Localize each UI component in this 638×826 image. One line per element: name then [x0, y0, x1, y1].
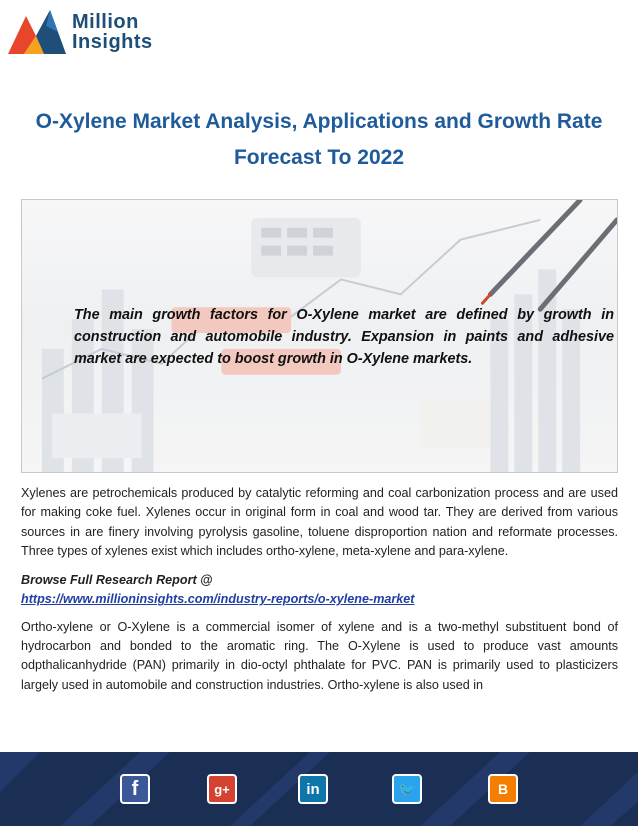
- blogger-icon[interactable]: B: [488, 774, 518, 804]
- logo-mark-icon: [6, 6, 68, 58]
- article-body: [21, 484, 618, 705]
- logo: [6, 6, 166, 58]
- brand-line-2: Insights: [72, 31, 153, 53]
- footer: [0, 752, 638, 826]
- page-title: O-Xylene Market Analysis, Applications and Growth Rate Forecast To 2022: [35, 110, 603, 169]
- social-links: [0, 774, 638, 806]
- browse-block: [21, 571, 618, 610]
- linkedin-icon[interactable]: in: [298, 774, 328, 804]
- paragraph-intro: Xylenes are petrochemicals produced by catalytic reforming and coal carbonization process and are used for making coke fuel. Xylenes occur in original form in coal and wood tar. They are derived from various sources in are finery involving pyrolysis gasoline, toluene disproportion nation and reformate processes. Three types of xylenes exist which includes ortho-xylene, meta-xylene and para-xylene.: [21, 486, 618, 558]
- brand-name: [72, 12, 153, 52]
- hero-image: [21, 199, 618, 473]
- brand-line-1: Million: [72, 11, 139, 33]
- google-plus-icon[interactable]: g+: [207, 774, 237, 804]
- hero-caption: The main growth factors for O-Xylene market are defined by growth in construction and automobile industry. Expansion in paints and adhesive market are expected to boost growth in O-Xylene markets.: [74, 307, 614, 367]
- twitter-icon[interactable]: 🐦: [392, 774, 422, 804]
- facebook-icon[interactable]: f: [120, 774, 150, 804]
- paragraph-ortho-xylene: Ortho-xylene or O-Xylene is a commercial isomer of xylene and is a two-methyl substituent bond of hydrocarbon and bonded to the aromatic ring. The O-Xylene is used to produce vast amounts odpthalicanhydride (PAN) primarily in dio-octyl phthalate for PVC. PAN is primarily used to plasticizers largely used in automobile and construction industries. Ortho-xylene is also used in: [21, 619, 618, 692]
- report-link[interactable]: https://www.millioninsights.com/industry-reports/o-xylene-market: [21, 592, 415, 607]
- browse-label: Browse Full Research Report @: [21, 573, 213, 588]
